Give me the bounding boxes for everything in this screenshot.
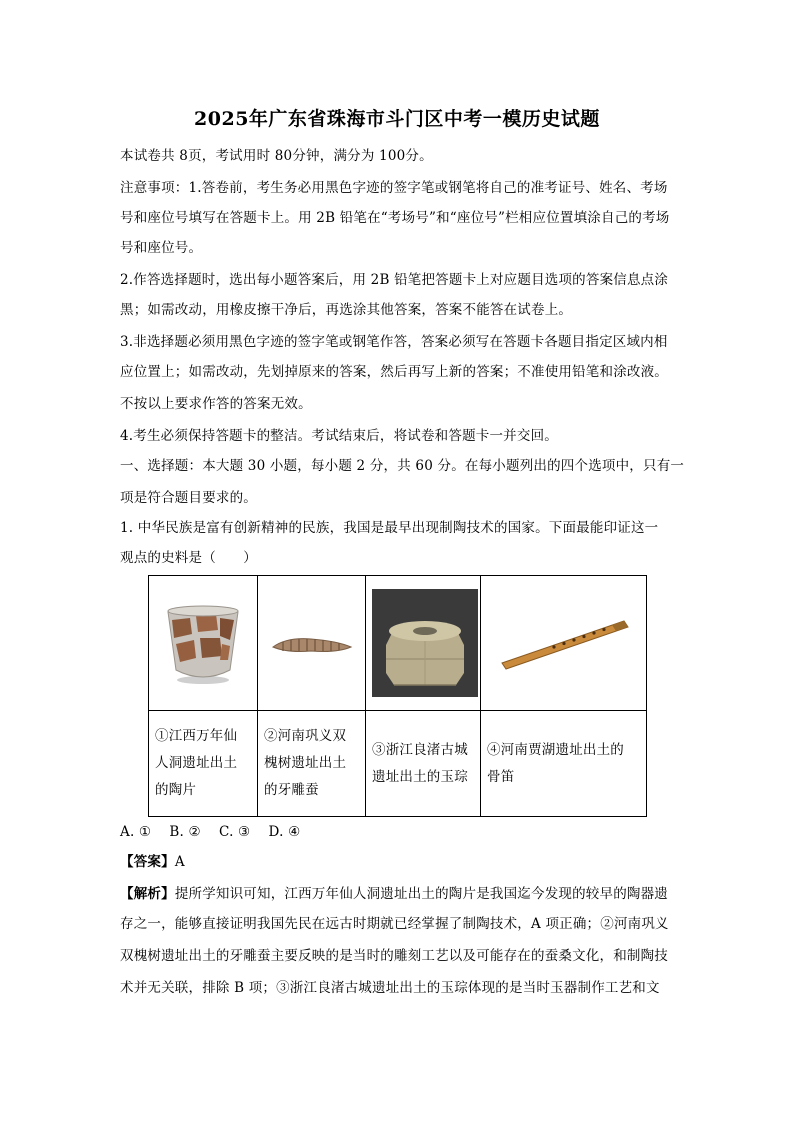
artifact-caption bbox=[366, 711, 481, 817]
ivory-silkworm-image bbox=[267, 623, 357, 663]
analysis-text: 术并无关联，排除 B 项；③浙江良渚古城遗址出土的玉琮体现的是当时玉器制作工艺和文 bbox=[120, 980, 660, 996]
bone-flute-image bbox=[494, 613, 634, 673]
answer-line bbox=[120, 852, 680, 872]
jade-cong-image bbox=[372, 589, 478, 697]
question-stem: 1. 中华民族是富有创新精神的民族，我国是最早出现制陶技术的国家。下面最能印证这一 bbox=[120, 520, 659, 536]
caption-line: ①江西万年仙 bbox=[155, 728, 238, 744]
page-title: 2025年广东省珠海市斗门区中考一模历史试题 bbox=[194, 108, 600, 130]
artifact-caption bbox=[481, 711, 647, 817]
notes-line: 不按以上要求作答的答案无效。 bbox=[120, 396, 312, 412]
caption-line: 遗址出土的玉琮 bbox=[372, 768, 468, 785]
notes-line: 注意事项：1.答卷前，考生务必用黑色字迹的签字笔或钢笔将自己的准考证号、姓名、考场 bbox=[120, 180, 668, 196]
answer-options: A. ① B. ② C. ③ D. ④ bbox=[120, 824, 301, 840]
notes-line: 3.非选择题必须用黑色字迹的签字笔或钢笔作答，答案必须写在答题卡各题目指定区域内相 bbox=[120, 334, 668, 350]
section-heading: 项是符合题目要求的。 bbox=[120, 490, 257, 506]
notes-line: 黑；如需改动，用橡皮擦干净后，再选涂其他答案，答案不能答在试卷上。 bbox=[120, 302, 573, 318]
notes-line: 应位置上；如需改动，先划掉原来的答案，然后再写上新的答案；不准使用铅笔和涂改液。 bbox=[120, 364, 668, 380]
analysis-text: 存之一，能够直接证明我国先民在远古时期就已经掌握了制陶技术，A 项正确；②河南巩义 bbox=[120, 916, 669, 932]
caption-line: ②河南巩义双 bbox=[264, 728, 347, 744]
answer-label: 【答案】 bbox=[120, 854, 175, 870]
artifact-image-cell bbox=[149, 576, 258, 711]
notes-line: 2.作答选择题时，选出每小题答案后，用 2B 铅笔把答题卡上对应题目选项的答案信息点涂 bbox=[120, 272, 669, 288]
analysis-label: 【解析】 bbox=[120, 886, 175, 902]
artifact-image-cell bbox=[258, 576, 366, 711]
caption-line: 的牙雕蚕 bbox=[264, 782, 319, 798]
caption-line: 人洞遗址出土 bbox=[155, 755, 238, 771]
artifact-image-cell bbox=[366, 576, 481, 711]
artifact-table bbox=[148, 575, 647, 817]
intro-text: 本试卷共 8页，考试用时 80分钟，满分为 100分。 bbox=[120, 148, 433, 164]
caption-line: ③浙江良渚古城 bbox=[372, 741, 468, 758]
artifact-image-cell bbox=[481, 576, 647, 711]
notes-line: 号和座位号。 bbox=[120, 240, 203, 256]
analysis-text: 双槐树遗址出土的牙雕蚕主要反映的是当时的雕刻工艺以及可能存在的蚕桑文化，和制陶技 bbox=[120, 948, 668, 964]
caption-line: 槐树遗址出土 bbox=[264, 755, 347, 771]
notes-line: 号和座位号填写在答题卡上。用 2B 铅笔在“考场号”和“座位号”栏相应位置填涂自己的考场 bbox=[120, 210, 670, 226]
caption-line: 骨笛 bbox=[487, 768, 515, 785]
notes-line: 4.考生必须保持答题卡的整洁。考试结束后，将试卷和答题卡一并交回。 bbox=[120, 428, 558, 444]
analysis-text: 提所学知识可知，江西万年仙人洞遗址出土的陶片是我国迄今发现的较早的陶器遗 bbox=[174, 886, 669, 902]
pottery-shard-image bbox=[160, 600, 246, 686]
caption-line: ④河南贾湖遗址出土的 bbox=[487, 741, 624, 758]
caption-line: 的陶片 bbox=[155, 782, 197, 798]
section-heading: 一、选择题：本大题 30 小题，每小题 2 分，共 60 分。在每小题列出的四个选项中，只有一 bbox=[120, 458, 685, 474]
analysis-line bbox=[120, 884, 680, 904]
artifact-caption bbox=[149, 711, 258, 817]
question-stem: 观点的史料是（ ） bbox=[120, 550, 257, 566]
artifact-caption bbox=[258, 711, 366, 817]
answer-value: A bbox=[174, 854, 185, 870]
